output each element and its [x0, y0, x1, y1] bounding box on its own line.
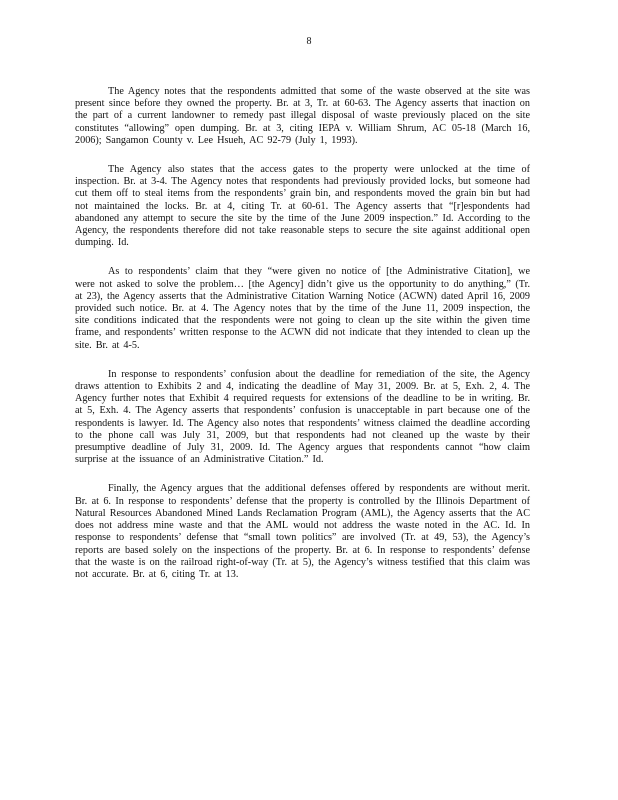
- paragraph-2: The Agency also states that the access gates to the property were unlocked at the time of inspection. Br. at 3-4. The Agency notes that respondents had previously provided locks, but someone had cut them off to steal items from the respondents’ grain bin, and respondents moved the grain bin but had not maintained the locks. Br. at 4, citing Tr. at 60-61. The Agency asserts that “[r]espondents had abandoned any attempt to secure the site by the time of the June 2009 inspection.” Id. According to the Agency, the respondents therefore did not take reasonable steps to secure the site against additional open dumping. Id.: [75, 164, 530, 249]
- paragraph-1: The Agency notes that the respondents admitted that some of the waste observed at the site was present since before they owned the property. Br. at 3, Tr. at 60-63. The Agency asserts that inaction on the part of a current landowner to remedy past illegal disposal of waste previously placed on the site constitutes “allowing” open dumping. Br. at 3, citing IEPA v. William Shrum, AC 05-18 (March 16, 2006); Sangamon County v. Lee Hsueh, AC 92-79 (July 1, 1993).: [75, 86, 530, 146]
- paragraph-5: Finally, the Agency argues that the additional defenses offered by respondents are without merit. Br. at 6. In response to respondents’ defense that the property is controlled by the Illinois Department of Natural Resources Abandoned Mined Lands Reclamation Program (AML), the Agency asserts that the AC does not address mine waste and that the AML would not address the waste noted in the AC. Id. In response to respondents’ defense that “small town politics” are involved (Tr. at 49, 53), the Agency’s reports are based solely on the inspections of the property. Br. at 6. In response to respondents’ defense that the waste is on the railroad right-of-way (Tr. at 5), the Agency’s witness testified that this claim was not accurate. Br. at 6, citing Tr. at 13.: [75, 483, 530, 580]
- paragraph-3: As to respondents’ claim that they “were given no notice of [the Administrative Citation], we were not asked to solve the problem… [the Agency] didn’t give us the opportunity to do anything,” (Tr. at 23), the Agency asserts that the Administrative Citation Warning Notice (ACWN) dated April 16, 2009 provided such notice. Br. at 4. The Agency notes that by the time of the June 11, 2009 inspection, the site conditions indicated that the respondents were not going to clean up the site within the given time frame, and respondents’ written response to the ACWN did not indicate that they intended to clean up the site. Br. at 4-5.: [75, 266, 530, 351]
- paragraph-4: In response to respondents’ confusion about the deadline for remediation of the site, the Agency draws attention to Exhibits 2 and 4, indicating the deadline of May 31, 2009. Br. at 5, Exh. 2, 4. The Agency further notes that Exhibit 4 required requests for extensions of the deadline to be in writing. Br. at 5, Exh. 4. The Agency asserts that respondents’ confusion is unacceptable in part because one of the respondents is lawyer. Id. The Agency also notes that respondents’ witness claimed the deadline according to the phone call was July 31, 2009, but that respondents had not cleaned up the waste by their presumptive deadline of July 31, 2009. Id. The Agency argues that respondents cannot “how claim surprise at the issuance of an Administrative Citation.” Id.: [75, 368, 530, 466]
- body-text: [75, 86, 530, 598]
- page-number: 8: [306, 36, 312, 47]
